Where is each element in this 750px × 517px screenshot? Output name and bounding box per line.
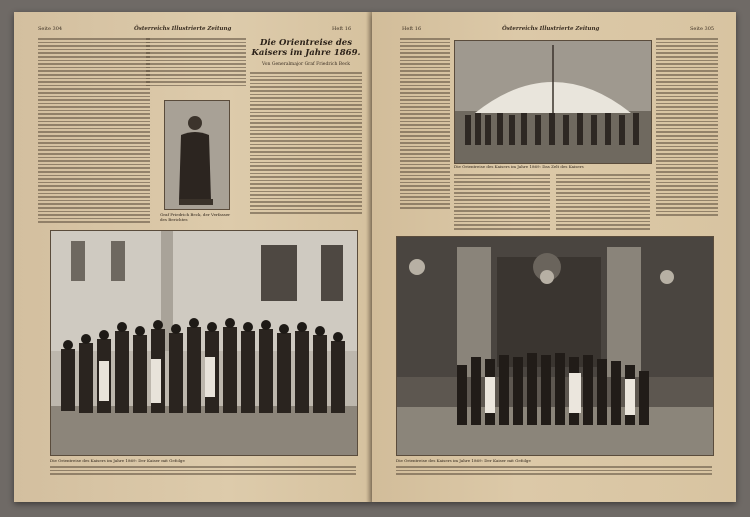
portrait-figure-icon — [165, 101, 229, 209]
palace-caption-lines — [396, 466, 712, 475]
right-text-column-1 — [400, 38, 450, 209]
tent-caption: Die Orientreise des Kaisers im Jahre 1869: Das Zelt des Kaisers — [454, 164, 584, 169]
palace-photo — [396, 236, 714, 456]
right-header-title: Österreichs Illustrierte Zeitung — [502, 26, 600, 32]
tent-photo — [454, 40, 652, 164]
left-text-column-2 — [146, 38, 246, 86]
right-text-column-3 — [656, 38, 718, 216]
left-page-number: Seite 304 — [38, 26, 63, 32]
left-page — [14, 12, 372, 502]
right-page-number: Seite 305 — [690, 26, 715, 32]
tent-illustration-icon — [455, 41, 651, 163]
article-byline: Von Generalmajor Graf Friedrich Beck — [261, 62, 351, 67]
left-text-column-1 — [38, 38, 150, 223]
right-text-column-2a — [454, 174, 550, 230]
left-header-title: Österreichs Illustrierte Zeitung — [134, 26, 232, 32]
right-page — [372, 12, 736, 502]
group-photo — [50, 230, 358, 456]
portrait-caption: Graf Friedrich Beck, der Verfasser des Berichtes — [160, 212, 231, 222]
palace-illustration-icon — [397, 237, 713, 455]
palace-caption: Die Orientreise des Kaisers im Jahre 1869: Der Kaiser mit Gefolge — [396, 458, 531, 463]
right-text-column-2b — [556, 174, 650, 230]
group-photo-caption-lines — [50, 466, 356, 475]
left-header-issue: Heft 16 — [332, 26, 352, 32]
left-text-column-3 — [250, 72, 362, 214]
article-title: Die Orientreise des Kaisers im Jahre 1869. — [251, 38, 361, 58]
group-photo-illustration-icon — [51, 231, 357, 455]
right-header-issue: Heft 16 — [402, 26, 422, 32]
portrait-photo — [164, 100, 230, 210]
group-photo-caption: Die Orientreise des Kaisers im Jahre 1869: Der Kaiser mit Gefolge — [50, 458, 185, 463]
